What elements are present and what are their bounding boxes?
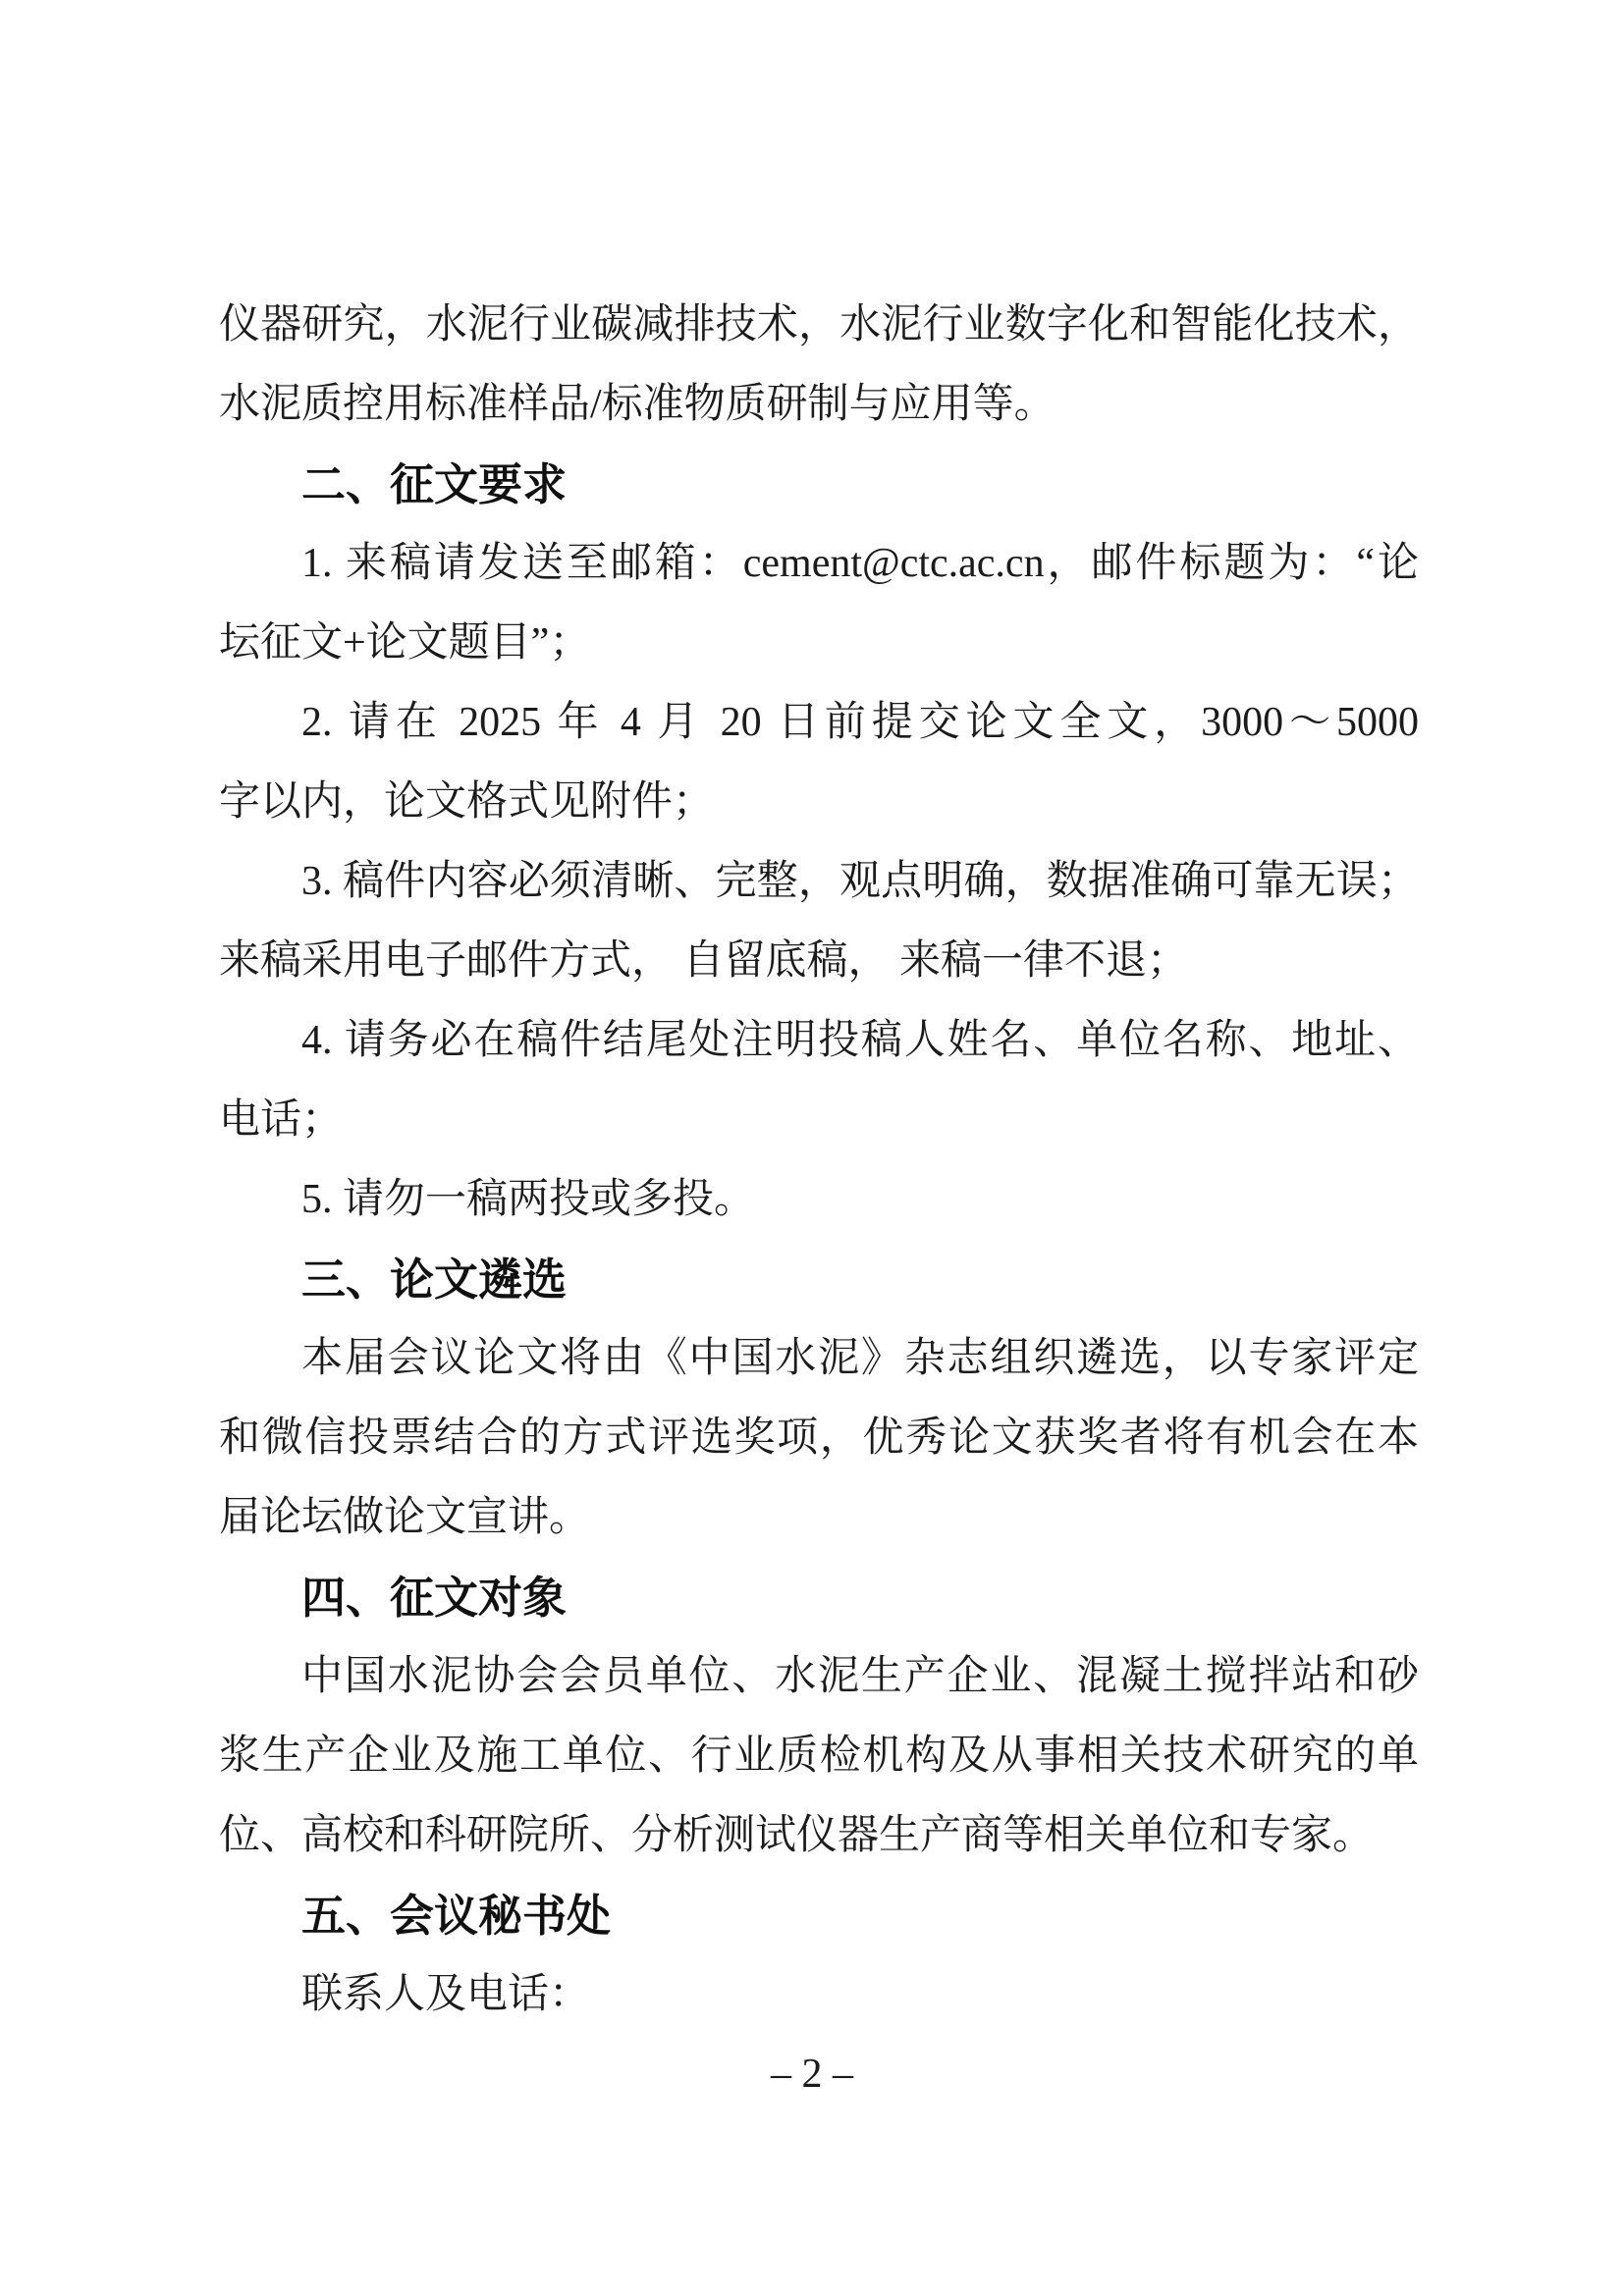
page-number: – 2 – [771,2052,853,2097]
section-heading: 五、会议秘书处 [301,1890,612,1942]
section-heading: 三、论文遴选 [301,1254,568,1306]
text-line: 字以内，论文格式见附件； [219,779,715,825]
section-heading: 四、征文对象 [301,1572,568,1624]
section-heading: 二、征文要求 [301,458,568,510]
text-line: 2. 请在 2025 年 4 月 20 日前提交论文全文，3000～5000 [301,700,1419,745]
text-line: 位、高校和科研院所、分析测试仪器生产商等相关单位和专家。 [219,1813,1375,1858]
text-line: 本届会议论文将由《中国水泥》杂志组织遴选，以专家评定 [301,1336,1419,1381]
document-body [219,286,1419,2035]
text-line: 和微信投票结合的方式评选奖项，优秀论文获奖者将有机会在本 [219,1415,1419,1461]
text-line: 1. 来稿请发送至邮箱：cement@ctc.ac.cn，邮件标题为：“论 [301,541,1419,586]
text-line: 来稿采用电子邮件方式， 自留底稿， 来稿一律不退； [219,938,1189,984]
text-line: 5. 请勿一稿两投或多投。 [301,1177,756,1222]
text-line: 电话； [219,1097,344,1143]
text-line: 3. 稿件内容必须清晰、完整，观点明确，数据准确可靠无误； [301,859,1419,904]
text-line: 水泥质控用标准样品/标准物质研制与应用等。 [219,382,1056,427]
text-line: 坛征文+论文题目”； [219,620,591,666]
text-line: 届论坛做论文宣讲。 [219,1495,591,1540]
text-line: 浆生产企业及施工单位、行业质检机构及从事相关技术研究的单 [219,1734,1419,1779]
text-line: 4. 请务必在稿件结尾处注明投稿人姓名、单位名称、地址、 [301,1018,1419,1063]
text-line: 仪器研究，水泥行业碳减排技术，水泥行业数字化和智能化技术， [219,302,1419,347]
text-line: 中国水泥协会会员单位、水泥生产企业、混凝土搅拌站和砂 [301,1654,1419,1699]
text-line: 联系人及电话： [301,1972,591,2017]
